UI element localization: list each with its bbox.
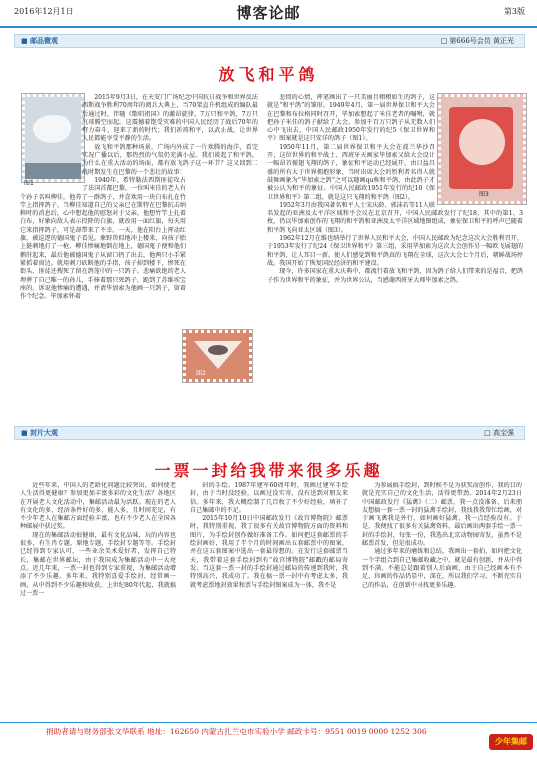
article-right-column [267, 94, 523, 452]
paragraph: 1950年11月，第二届世界保卫和平大会在波兰华沙召开，这位世界的和平战士、西班牙天画家毕加索又给大会设计一幅昂首振翅飞翔的鸽子，象征和平运动已经展开，由日益昌盛的所有大于世界拥抱形象，当时出席大会的暂利者名得人就鼓舞画象为“毕加索之鸽”之可以随画qu称和平鸽，由此鸽子才被公认为和平的象征。中国人民邮政1951年发行的纪10《保卫世界和平》第二组，就是这只飞翔的和平鸽（图2）。 [267, 143, 435, 201]
figure-caption: 图1 [24, 180, 34, 187]
article-title: 一票一封给我带来很多乐趣 [154, 461, 383, 480]
paragraph: 现在的集邮活动很健康，最有文化品味，玩的内容也很多，有生肖专题、原地专题、手绘封专题等等。手绘封已经得到专家认可，一些业余美术爱好者，发挥自己特长，集邮在世界邮坛，由于我国成为集邮活动中一大亮点。近几年来，一票一封也得到专家重视，为集邮活动增添了不少乐趣。多年来，我特别喜爱手绘封，经常画一画，从中得到不少乐趣和收获。上世纪80年代起，我就搞过一票一 [20, 531, 176, 597]
author-name: □ 高宝强 [484, 429, 514, 437]
section-bar [14, 34, 525, 48]
page-footer [0, 722, 537, 737]
paragraph: 通过多年来的磨练和总结，我画出一套拍，如何把文化一个字组合到自己集邮收藏之中，就是最有创新，并从中得到不满，不能总是跟着别人后面画，由于自己经画本有不足，你画的作品仍显中，深在，所以我们学习，不断充实自己的作品，在创新中寻找更多乐趣。 [362, 548, 522, 589]
article-column-3 [362, 482, 522, 718]
column-name: ■ 封片大观 [21, 428, 59, 437]
paragraph: 1952年3月由我国著名和平人士宋庆龄、郭沫若等11人联名发起的亚洲及太平洋区域和平会议在北京召开，中国人民邮政发行了纪18，其中的第1、3枚，仍以毕加索创作的飞翔的和平鸽和亚洲及太平洋区域地图组成，象征保卫和平的呼声已随着和平鸽飞向亚太区域（图3）。 [267, 201, 523, 234]
paragraph: 1962年12月在维也纳举行了世界人民和平大会，中国人民邮政为纪念这次大会胜利召开，于1953年发行了纪24《保卫世界和平》第三组，采用毕加索为这次大会创作另一幅欧飞展翅的和平鸽，让人耳目一新。使人们感觉到和平鸽真的飞翔在全球，这次大会七个月后，朝鲜战场停战。我国开始了恢复国民经济的和平建设。 [267, 235, 523, 267]
paragraph: 悲愤的心情，挥笔画出了一只美丽且栩栩如生的鸽子，这就是“和平鸽”的雏形。1949年4月，第一届世界保卫和平大会在巴黎和布拉格同时召开，毕加索想起了米佳老者的嘱咐，就把孙子米佳的鸽子献给了大会。参加千百万只鸽子从无数人们心中飞出去，中国人民邮政1950年发行的纪5《保卫世界和平》图案就是这只安详的鸽子（图1）。 [267, 94, 435, 143]
author-name: □ 第666号会员 黄正光 [440, 37, 514, 45]
paragraph: 1940年，希特勒法西斯匪徒攻占了法国首都巴黎，一位叫米佳的老人有个孙子名叫柳佳，他养了一群鸽子，并喜欢用一块白布扎在竹竿上指挥鸽子。当柳佳知道自己的父亲已在斯特在巴黎抗击纳粹时的消息后，心中想起他的慰怒对于父亲，他想竹竿上扎着白布，好象向敌人表示投降的白旗，就改用一面红旗，每天用它来指挥鸽子，可是却带来了不幸。一天，他在阳台上挥动红旗，被巡逻的德国鬼子看见。象野兽似地冲上楼来，向孩子胎上挺刺地打了一枪，柳佳惨痛地倒在地上，德国鬼子便和他们鹅肝起来，最后他被德国鬼子从窗口扔了出去，他两只小手紧紧抓着窗边。就用刺刀砍断他的手指，孩子掉到楼下，惨死在街头，匪徒还搜死了留在鸽笼中的一只鸽子。悲痛欲绝的老人埋葬了自己唯一的孙儿，手捧着那只死鸽子，跪到了苏维埃宝座的。诉说他惨痛的遭遇，并请毕加索为他画一只鸽子，留着作个纪念。毕加索怀着 [20, 176, 186, 301]
column-name: ■ 邮品微观 [21, 36, 59, 45]
article-column-1 [20, 482, 176, 718]
article-title: 放飞和平鸽 [218, 65, 319, 84]
paragraph: 2015年9月3日，在天安门广场纪念中国抗日战争和世界反法西斯战争胜利70周年的阅兵大典上，当70架直升机组成的编队最后通过时，伴随《歌唱祖国》的激昂旋律，7万只和平鸽、7万只气球腾空而起。这震撼着饱受灾难的中国人民经历了战后70年的努力奋斗，迎来了新的时代；我们祈祷和平，以武止战，让世界人民都能享受平静的生活。 [82, 94, 258, 143]
figure-caption: 图3 [479, 191, 489, 198]
page-number: 第3版 [503, 7, 525, 16]
issue-date: 2016年12月1日 [14, 7, 74, 16]
paragraph: 现今，许多国家在重大庆典中，都流行着放飞和平鸽，因为鸽子给人们带来的是福音，把鸽子作为世界和平的象征，并为世界公认，当感谢西班牙大师毕加索之鸽。 [267, 268, 523, 284]
paragraph: 放飞和平鸽那种场景，广场内外成了一片欢腾的海洋，看完实况广播以后，那热烈的气氛仍充满小屋。我们谈起了和平鸽，为什么在重大活动的场面，都有放飞鸽子这一环节？这又回到二战时期发生在巴黎的一个悲壮的故事： [82, 143, 258, 176]
paragraph: 2015年10月10日中国邮政发行《故宫博物院》邮票时，我特别重视，我了很多有关故宫博物院方面的资料和图片，为手绘封创作做好准备工作。如何把这套邮票的手绘封画好，我用了半个月的时间画出五套邮票中的图案，并在这五套图案中选出一套最得想的。在发行这套邮票当天，我带着这套手绘封到有“故宫博物院”邮戳的邮局寄发。当这套一票一封的手绘封通过邮局的传递到我时，我特别高兴，我成功了。我在搞一票一封中有考虑太多，我就考虑票地封效果和票与手绘封图案成为一体，我不是 [190, 515, 348, 589]
section-bar [14, 426, 525, 440]
paragraph: 近些年来，中国人的老龄化问题比较突出，如何使老人生活得更健康？参加更加丰富多彩的文化生活？各地区在开展老人文化活动中，集邮活动最为活跃。现在的老人有文化的多，经济条件好的多，能人多，且时间充足，有不少年老人在集邮方面经验丰富，也有不少老人在全国各种邮展中获过奖。 [20, 482, 176, 531]
footer-text: 捐助者请与财务部张文华联系 地址：162650 内蒙古扎兰屯市实验小学 邮政卡号：9551 0019 0000 1252 306 [46, 727, 427, 736]
article-left-column [20, 94, 258, 452]
triangle-stamp-image [183, 330, 252, 382]
article-column-2 [190, 482, 348, 718]
paragraph: 为参展搞手绘封，到时候不是为获奖而创作，我的目的就是充实自己的文化生活，活得更带劲。2014年2月23日中国邮政发行《猛禽》（二）邮票，我一点没准备，后来朋友想搞一套一票一封的猛禽手绘封，我找我我帮忙绘画，对于画飞禽我是外行，如何画好猛禽，我一点经验没有。于是，我便找了很多有关猛禽资料，最后画出两套手绘一票一封的手绘封，每张一份，我选出北京动物园寄发，虽然不是邮票首发，但是很成功。 [362, 482, 522, 548]
paragraph: 封的手绘。1987年建军60周年时，我画过建军手绘封，由于当时没经验，以画过没实寄，没有送到对朋友来信。多年来，我大概绘制了几百枚了不少好经验，填补了自己集邮中的不足。 [190, 482, 348, 514]
logo: 少年集邮 [489, 734, 533, 750]
masthead: 博客论邮 [236, 4, 301, 22]
page-header [0, 0, 537, 28]
figure-caption: 图2 [196, 370, 206, 377]
